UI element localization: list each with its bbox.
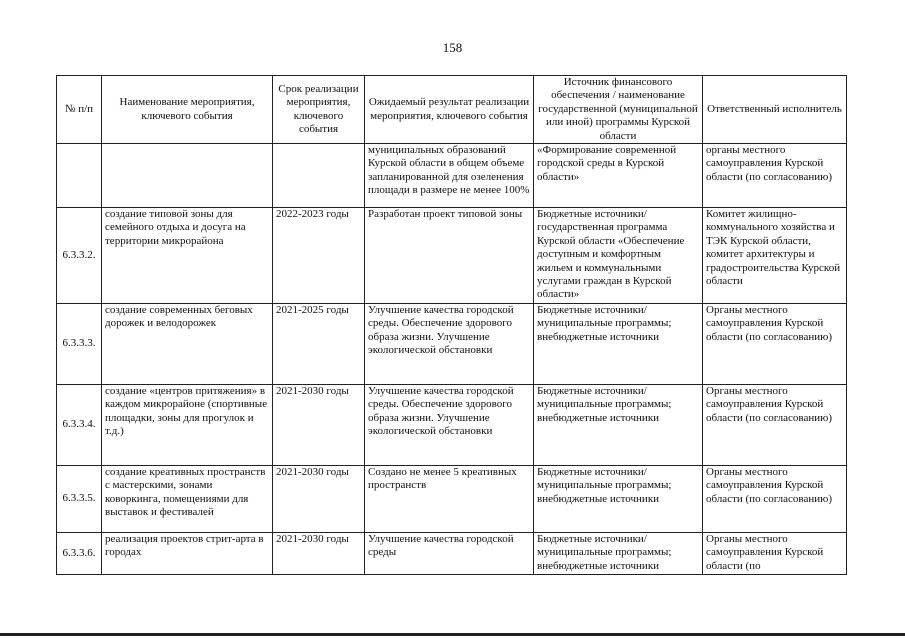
scan-bottom-edge	[0, 633, 905, 636]
cell-term: 2021-2030 годы	[273, 533, 365, 575]
cell-activity-name	[102, 144, 273, 208]
table-row	[57, 208, 847, 304]
cell-activity-name: создание современных беговых дорожек и велодорожек	[102, 304, 273, 385]
cell-expected-result: Разработан проект типовой зоны	[365, 208, 534, 304]
cell-activity-name: реализация проектов стрит-арта в городах	[102, 533, 273, 575]
header-term: Срок реализации мероприятия, ключевого события	[273, 76, 365, 144]
table-row	[57, 304, 847, 385]
table-header-row	[57, 76, 847, 144]
cell-number: 6.3.3.3.	[57, 304, 102, 385]
cell-funding-source: Бюджетные источники/ муниципальные программы; внебюджетные источники	[534, 466, 703, 533]
cell-term	[273, 144, 365, 208]
header-executor: Ответственный исполнитель	[703, 76, 847, 144]
header-expected-result: Ожидаемый результат реализации мероприятия, ключевого события	[365, 76, 534, 144]
cell-funding-source: «Формирование современной городской среды в Курской области»	[534, 144, 703, 208]
cell-activity-name: создание креативных пространств с мастерскими, зонами коворкинга, помещениями для выставок и фестивалей	[102, 466, 273, 533]
cell-executor: Органы местного самоуправления Курской области (по согласованию)	[703, 466, 847, 533]
cell-term: 2021-2030 годы	[273, 385, 365, 466]
cell-number: 6.3.3.2.	[57, 208, 102, 304]
cell-funding-source: Бюджетные источники/ муниципальные программы; внебюджетные источники	[534, 533, 703, 575]
cell-term: 2021-2025 годы	[273, 304, 365, 385]
cell-activity-name: создание «центров притяжения» в каждом микрорайоне (спортивные площадки, зоны для прогулок и т.д.)	[102, 385, 273, 466]
table-row	[57, 385, 847, 466]
cell-activity-name: создание типовой зоны для семейного отдыха и досуга на территории микрорайона	[102, 208, 273, 304]
header-funding-source: Источник финансового обеспечения / наименование государственной (муниципальной или иной) программы Курской области	[534, 76, 703, 144]
header-activity-name: Наименование мероприятия, ключевого события	[102, 76, 273, 144]
cell-executor: органы местного самоуправления Курской области (по согласованию)	[703, 144, 847, 208]
page-number: 158	[442, 40, 463, 55]
cell-expected-result: Улучшение качества городской среды. Обеспечение здорового образа жизни. Улучшение экологической обстановки	[365, 385, 534, 466]
cell-funding-source: Бюджетные источники/ муниципальные программы; внебюджетные источники	[534, 385, 703, 466]
cell-executor: Органы местного самоуправления Курской области (по согласованию)	[703, 304, 847, 385]
cell-expected-result: Создано не менее 5 креативных пространств	[365, 466, 534, 533]
cell-executor: Органы местного самоуправления Курской области (по согласованию)	[703, 385, 847, 466]
cell-number: 6.3.3.5.	[57, 466, 102, 533]
cell-funding-source: Бюджетные источники/ государственная программа Курской области «Обеспечение доступным и комфортным жильем и коммунальными услугами граждан в Курской области»	[534, 208, 703, 304]
header-number: № п/п	[57, 76, 102, 144]
cell-term: 2022-2023 годы	[273, 208, 365, 304]
cell-expected-result: Улучшение качества городской среды. Обеспечение здорового образа жизни. Улучшение экологической обстановки	[365, 304, 534, 385]
table-row	[57, 533, 847, 575]
cell-number: 6.3.3.4.	[57, 385, 102, 466]
table-row	[57, 466, 847, 533]
cell-executor: Комитет жилищно-коммунального хозяйства и ТЭК Курской области, комитет архитектуры и градостроительства Курской области	[703, 208, 847, 304]
activities-table	[56, 75, 847, 575]
cell-executor: Органы местного самоуправления Курской области (по	[703, 533, 847, 575]
cell-expected-result: Улучшение качества городской среды	[365, 533, 534, 575]
cell-number	[57, 144, 102, 208]
cell-term: 2021-2030 годы	[273, 466, 365, 533]
cell-expected-result: муниципальных образований Курской области в общем объеме запланированной для озеленения площади в размере не менее 100%	[365, 144, 534, 208]
table-row	[57, 144, 847, 208]
cell-funding-source: Бюджетные источники/ муниципальные программы; внебюджетные источники	[534, 304, 703, 385]
cell-number: 6.3.3.6.	[57, 533, 102, 575]
